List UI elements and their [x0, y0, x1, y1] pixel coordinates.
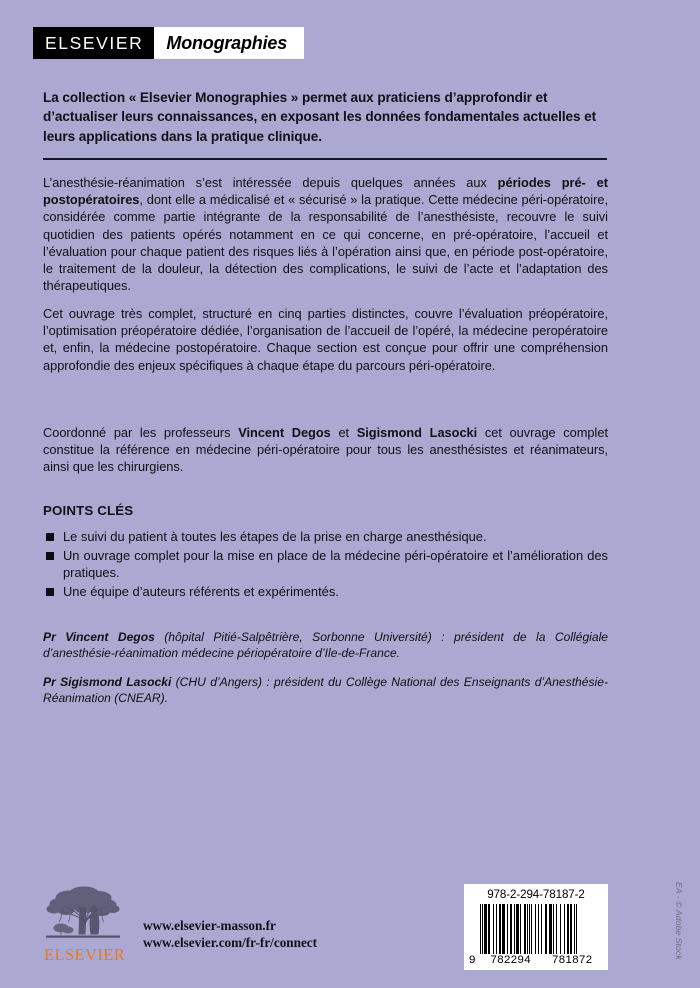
barcode-bar [576, 904, 577, 954]
series-name: Monographies [154, 27, 304, 59]
isbn-barcode [464, 884, 608, 970]
editor-bio [43, 629, 608, 662]
barcode-left-group: 782294 [490, 954, 531, 967]
elsevier-monographies-logo [33, 27, 304, 59]
barcode-digits [469, 955, 603, 966]
editor-bio [43, 674, 608, 707]
paragraph-1-emphasis: périodes pré- et postopératoires [43, 175, 608, 208]
editor-bio-name: Pr Vincent Degos [43, 630, 155, 644]
elsevier-wordmark: ELSEVIER [44, 945, 126, 964]
body-paragraph-2: Cet ouvrage très complet, structuré en cinq parties distinctes, couvre l’évaluation préopératoire, l’optimisation préopératoire dédiée, l’organisation de l’accueil de l’opéré, la médecine peropératoire et, enfin, la médecine postopératoire. Chaque section est conçue pour offrir une compréhension approfondie des enjeux spécifiques à chaque étape du parcours péri-opératoire. [43, 306, 608, 373]
body-paragraph-3 [43, 424, 608, 476]
square-bullet-icon [46, 552, 54, 560]
barcode-bars [469, 904, 603, 954]
paragraph-3-part-b: cet ouvrage complet constitue la référence en médecine péri-opératoire pour tous les anesthésistes et réanimateurs, ainsi que les chirurgiens. [43, 425, 608, 475]
editor-biographies [43, 629, 608, 718]
url-elsevier-masson[interactable]: www.elsevier-masson.fr [143, 918, 276, 933]
key-point-text: Le suivi du patient à toutes les étapes de la prise en charge anesthésique. [63, 529, 487, 544]
list-item [43, 547, 608, 582]
horizontal-divider [43, 158, 607, 160]
image-credit: EA - © Adobe Stock [674, 882, 684, 960]
key-point-text: Une équipe d’auteurs référents et expérimentés. [63, 583, 339, 599]
editor-bio-text: (CHU d’Angers) : président du Collège National des Enseignants d’Anesthésie-Réanimation (CNEAR). [43, 674, 608, 705]
list-item [43, 583, 608, 601]
collection-intro: La collection « Elsevier Monographies » permet aux praticiens d’approfondir et d’actualiser leurs connaissances, en exposant les données fondamentales actuelles et leurs applications dans la pratique clinique. [43, 90, 597, 144]
editor-name-1: Vincent Degos [238, 425, 331, 440]
paragraph-3-conjunction: et [330, 425, 357, 440]
key-point-text: Un ouvrage complet pour la mise en place de la médecine péri-opératoire et l’amélioration des pratiques. [63, 547, 608, 581]
paragraph-3-part-a: Coordonné par les professeurs [43, 425, 239, 440]
paragraph-1-part-a: L’anesthésie-réanimation s’est intéressée depuis quelques années aux [43, 175, 498, 190]
body-paragraph-1 [43, 174, 608, 294]
editor-name-2: Sigismond Lasocki [356, 425, 478, 440]
publisher-name: ELSEVIER [33, 27, 154, 59]
url-elsevier-connect[interactable]: www.elsevier.com/fr-fr/connect [143, 934, 318, 950]
editor-bio-name: Pr Sigismond Lasocki [43, 674, 172, 689]
elsevier-tree-logo [44, 884, 126, 964]
square-bullet-icon [46, 588, 54, 596]
key-points-list [43, 528, 608, 601]
isbn-number: 978-2-294-78187-2 [487, 888, 585, 901]
barcode-lead-digit: 9 [469, 954, 476, 967]
editor-bio-text: (hôpital Pitié-Salpêtrière, Sorbonne Université) : président de la Collégiale d’anesthésie-réanimation médecine périopératoire d’Ile-de-France. [43, 630, 608, 661]
website-urls [143, 918, 317, 952]
key-points-heading: POINTS CLÉS [43, 503, 134, 518]
non-solus-tree-icon [44, 884, 122, 946]
paragraph-1-part-b: , dont elle a médicalisé et « sécurisé » la pratique. Cette médecine péri-opératoire, considérée comme partie intégrante de la responsabilité de l’anesthésiste, recouvre le suivi quotidien des patients opérés notamment en ce qui concerne, en pré-opératoire, l’accueil et l’évaluation pour chaque patient des risques liés à l’opération ainsi que, en période post-opératoire, le traitement de la douleur, la détection des complications, le suivi de l’acte et l’adaptation des thérapeutiques. [43, 192, 608, 294]
square-bullet-icon [46, 533, 54, 541]
barcode-right-group: 781872 [552, 954, 593, 967]
list-item [43, 528, 608, 546]
